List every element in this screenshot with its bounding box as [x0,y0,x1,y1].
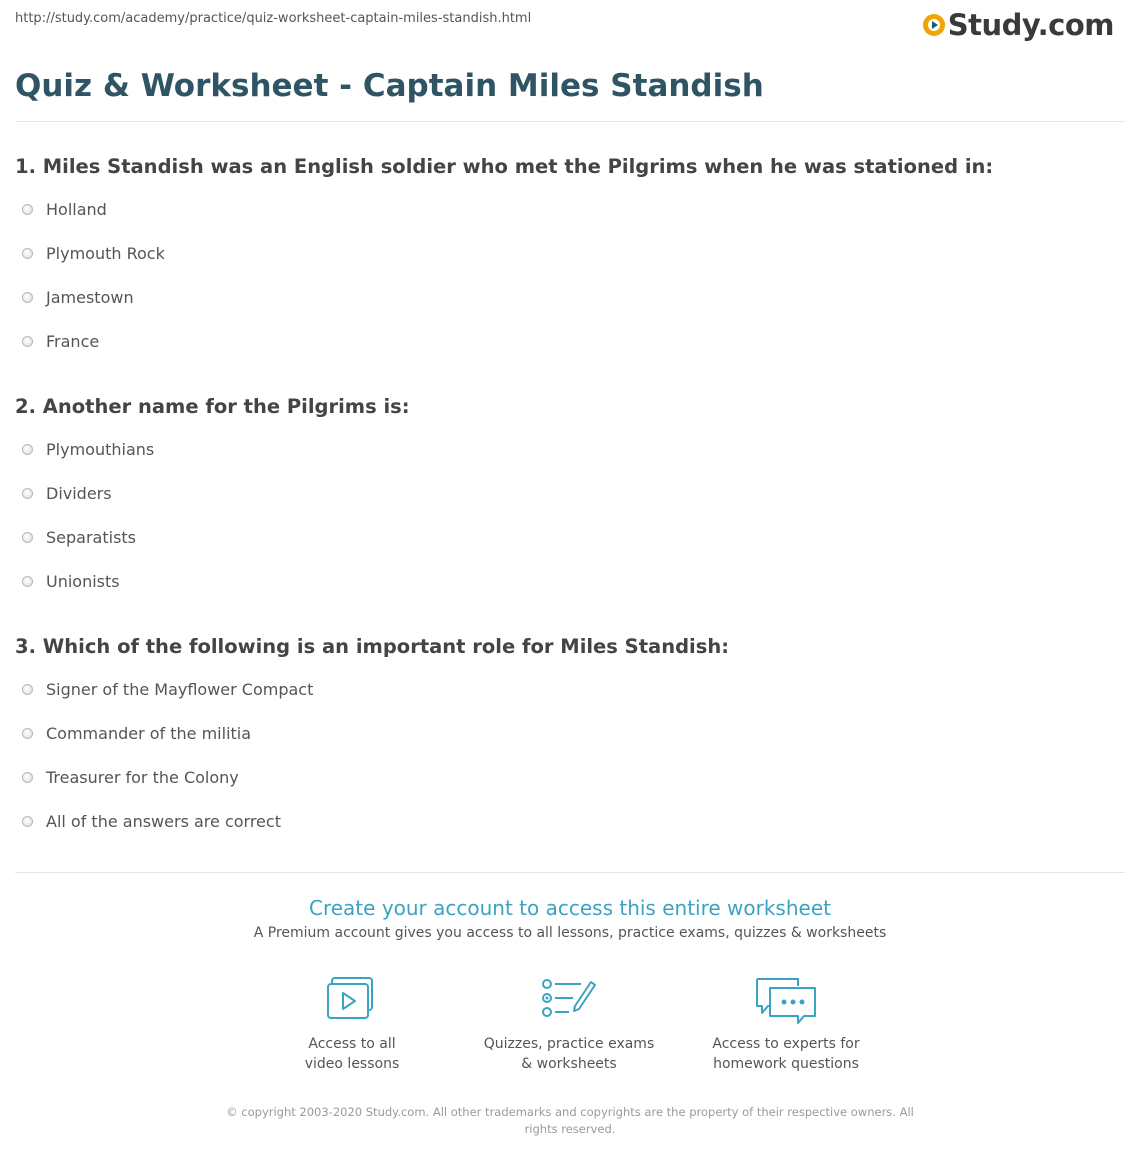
top-bar [0,0,1140,50]
feature-label: Access to all video lessons [304,1036,400,1072]
option-label: Commander of the militia [46,724,252,743]
radio-button[interactable] [22,336,33,347]
option-label: Dividers [46,484,112,503]
radio-button[interactable] [22,204,33,215]
feature-quizzes [469,976,669,1074]
q2-option-1[interactable] [22,440,154,459]
copyright-footer: © copyright 2003-2020 Study.com. All other trademarks and copyrights are the property of their respective owners. All rights reserved. [226,1105,914,1136]
question-2: 2. Another name for the Pilgrims is: [15,395,410,418]
question-3: 3. Which of the following is an important role for Miles Standish: [15,635,730,658]
q1-option-3[interactable] [22,288,134,307]
cta-divider [15,872,1125,873]
radio-button[interactable] [22,248,33,259]
option-label: Jamestown [46,288,134,307]
create-account-link[interactable]: Create your account to access this entire worksheet [309,896,831,920]
q1-option-4[interactable] [22,332,99,351]
option-label: Treasurer for the Colony [46,768,239,787]
option-label: Signer of the Mayflower Compact [46,680,314,699]
page-url[interactable]: http://study.com/academy/practice/quiz-worksheet-captain-miles-standish.html [15,11,532,26]
q3-option-4[interactable] [22,812,281,831]
radio-button[interactable] [22,816,33,827]
play-icon [923,14,945,36]
option-label: Plymouthians [46,440,155,459]
q3-option-2[interactable] [22,724,251,743]
feature-label: Access to experts for homework questions [712,1036,860,1072]
video-lessons-icon [326,976,378,1022]
page-title: Quiz & Worksheet - Captain Miles Standish [15,68,764,104]
q1-option-2[interactable] [22,244,165,263]
radio-button[interactable] [22,684,33,695]
q2-option-3[interactable] [22,528,136,547]
option-label: Unionists [46,572,120,591]
feature-label: Quizzes, practice exams & worksheets [483,1036,655,1072]
q1-option-1[interactable] [22,200,107,219]
feature-video-lessons [252,976,452,1074]
option-label: Separatists [46,528,137,547]
logo-text: Study.com [947,8,1114,42]
q2-option-4[interactable] [22,572,120,591]
radio-button[interactable] [22,488,33,499]
radio-button[interactable] [22,444,33,455]
study-logo[interactable] [923,6,1114,44]
option-label: All of the answers are correct [46,812,281,831]
radio-button[interactable] [22,292,33,303]
radio-button[interactable] [22,728,33,739]
q2-option-2[interactable] [22,484,112,503]
question-1: 1. Miles Standish was an English soldier who met the Pilgrims when he was stationed in: [15,155,994,178]
option-label: Plymouth Rock [46,244,165,263]
option-label: France [46,332,100,351]
cta-subtitle: A Premium account gives you access to all lessons, practice exams, quizzes & worksheets [253,925,887,941]
feature-experts [686,976,886,1074]
q3-option-1[interactable] [22,680,313,699]
radio-button[interactable] [22,576,33,587]
q3-option-3[interactable] [22,768,239,787]
quiz-checklist-icon [541,976,597,1022]
title-divider [15,121,1125,122]
chat-bubbles-icon [754,976,818,1026]
radio-button[interactable] [22,532,33,543]
radio-button[interactable] [22,772,33,783]
option-label: Holland [46,200,107,219]
